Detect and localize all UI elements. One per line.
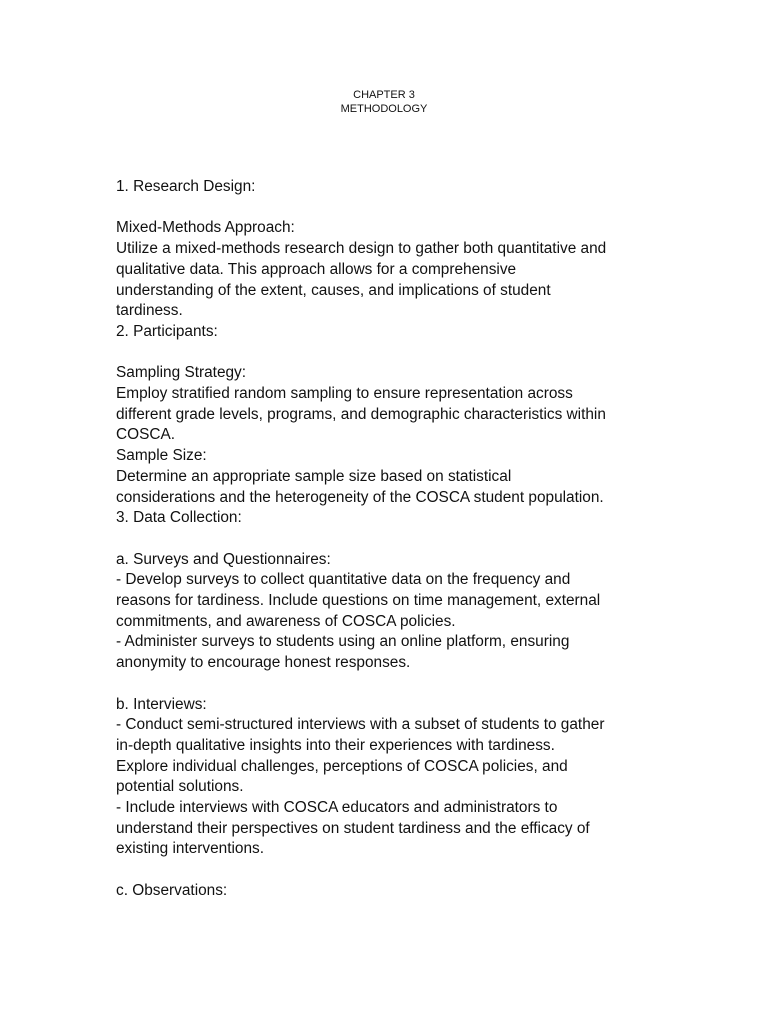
blank-line xyxy=(116,198,656,219)
text-line: Determine an appropriate sample size based on statistical xyxy=(116,467,512,485)
section-heading-participants: 2. Participants: xyxy=(116,322,218,340)
text-line: tardiness. xyxy=(116,302,183,320)
text-line: - Administer surveys to students using an online platform, ensuring xyxy=(116,633,570,651)
blank-line xyxy=(116,674,656,695)
text-line: - Include interviews with COSCA educators and administrators to xyxy=(116,799,558,817)
section-heading-research-design: 1. Research Design: xyxy=(116,178,256,195)
text-line: COSCA. xyxy=(116,426,176,444)
subheading-sample-size: Sample Size: xyxy=(116,447,207,465)
subheading-observations: c. Observations: xyxy=(116,881,228,899)
text-line: existing interventions. xyxy=(116,840,264,858)
text-line: Utilize a mixed-methods research design to gather both quantitative and xyxy=(116,240,607,258)
subheading-sampling-strategy: Sampling Strategy: xyxy=(116,364,247,382)
text-line: different grade levels, programs, and demographic characteristics within xyxy=(116,405,606,423)
text-line: in-depth qualitative insights into their experiences with tardiness. xyxy=(116,736,555,754)
document-body xyxy=(116,177,656,902)
text-line: commitments, and awareness of COSCA policies. xyxy=(116,612,456,630)
text-line: potential solutions. xyxy=(116,778,244,796)
text-line: reasons for tardiness. Include questions on time management, external xyxy=(116,592,601,610)
text-line: Employ stratified random sampling to ensure representation across xyxy=(116,385,573,402)
subheading-interviews: b. Interviews: xyxy=(116,695,207,713)
text-line: qualitative data. This approach allows for a comprehensive xyxy=(116,260,517,278)
blank-line xyxy=(116,343,656,364)
text-line: Explore individual challenges, perceptions of COSCA policies, and xyxy=(116,757,568,775)
section-heading-data-collection: 3. Data Collection: xyxy=(116,509,242,527)
text-line: - Develop surveys to collect quantitative data on the frequency and xyxy=(116,571,571,589)
text-line: understand their perspectives on student tardiness and the efficacy of xyxy=(116,819,590,837)
text-line: - Conduct semi-structured interviews with a subset of students to gather xyxy=(116,716,605,734)
chapter-title: METHODOLOGY xyxy=(340,102,428,115)
text-line: anonymity to encourage honest responses. xyxy=(116,654,411,672)
blank-line xyxy=(116,529,656,550)
text-line: considerations and the heterogeneity of the COSCA student population. xyxy=(116,488,604,506)
chapter-header xyxy=(0,89,768,116)
chapter-number: CHAPTER 3 xyxy=(353,89,415,101)
subheading-surveys: a. Surveys and Questionnaires: xyxy=(116,550,331,568)
subheading-mixed-methods: Mixed-Methods Approach: xyxy=(116,219,295,237)
text-line: understanding of the extent, causes, and implications of student xyxy=(116,281,551,299)
blank-line xyxy=(116,860,656,881)
